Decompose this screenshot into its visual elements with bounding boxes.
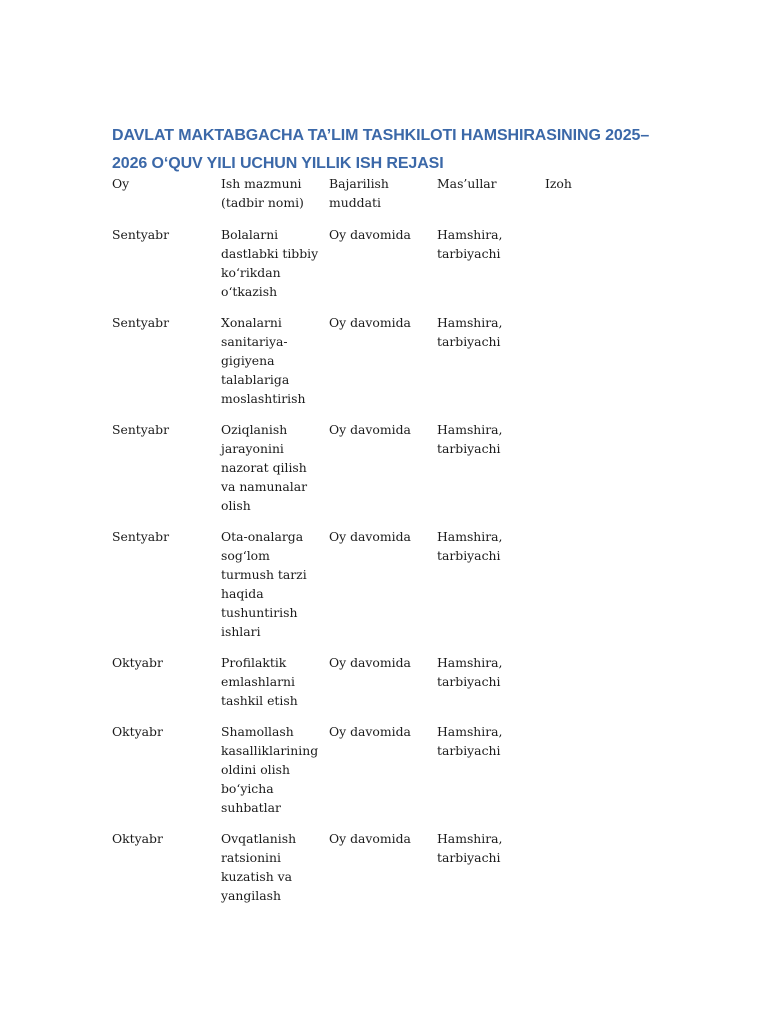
cell-ish-mazmuni: Ota-onalarga sog‘lom turmush tarzi haqida tushuntirish ishlari	[221, 529, 307, 639]
table-row	[112, 225, 672, 301]
cell-ish-mazmuni: Bolalarni dastlabki tibbiy ko‘rikdan o‘tkazish	[221, 227, 319, 299]
table-row	[112, 722, 672, 817]
cell-masullar: Hamshira, tarbiyachi	[437, 422, 503, 456]
work-plan-table	[112, 174, 672, 917]
document-title: DAVLAT MAKTABGACHA TA’LIM TASHKILOTI HAMSHIRASINING 2025–2026 O‘QUV YILI UCHUN YILLIK ISH REJASI	[112, 127, 650, 172]
cell-bajarilish-muddati: Oy davomida	[329, 655, 411, 670]
header-izoh: Izoh	[545, 176, 572, 191]
cell-masullar: Hamshira, tarbiyachi	[437, 227, 503, 261]
table-row	[112, 420, 672, 515]
cell-bajarilish-muddati: Oy davomida	[329, 831, 411, 846]
cell-bajarilish-muddati: Oy davomida	[329, 529, 411, 544]
cell-bajarilish-muddati: Oy davomida	[329, 724, 411, 739]
cell-ish-mazmuni: Oziqlanish jarayonini nazorat qilish va namunalar olish	[221, 422, 308, 513]
cell-oy: Sentyabr	[112, 422, 170, 437]
table-header-row	[112, 174, 672, 212]
table-row	[112, 653, 672, 710]
cell-oy: Oktyabr	[112, 831, 163, 846]
cell-masullar: Hamshira, tarbiyachi	[437, 831, 503, 865]
cell-bajarilish-muddati: Oy davomida	[329, 422, 411, 437]
header-masullar: Mas’ullar	[437, 176, 497, 191]
cell-bajarilish-muddati: Oy davomida	[329, 227, 411, 242]
cell-masullar: Hamshira, tarbiyachi	[437, 655, 503, 689]
cell-ish-mazmuni: Xonalarni sanitariya-gigiyena talablariga moslashtirish	[221, 315, 306, 406]
header-bajarilish-muddati: Bajarilish muddati	[329, 176, 389, 210]
cell-masullar: Hamshira, tarbiyachi	[437, 315, 503, 349]
cell-oy: Sentyabr	[112, 227, 170, 242]
table-row	[112, 527, 672, 641]
header-ish-mazmuni: Ish mazmuni (tadbir nomi)	[221, 176, 304, 210]
cell-masullar: Hamshira, tarbiyachi	[437, 724, 503, 758]
cell-bajarilish-muddati: Oy davomida	[329, 315, 411, 330]
cell-ish-mazmuni: Shamollash kasalliklarining oldini olish bo‘yicha suhbatlar	[221, 724, 319, 815]
cell-oy: Oktyabr	[112, 724, 163, 739]
cell-oy: Sentyabr	[112, 529, 170, 544]
cell-masullar: Hamshira, tarbiyachi	[437, 529, 503, 563]
cell-ish-mazmuni: Profilaktik emlashlarni tashkil etish	[221, 655, 298, 708]
table-row	[112, 829, 672, 905]
cell-ish-mazmuni: Ovqatlanish ratsionini kuzatish va yangilash	[221, 831, 297, 903]
cell-oy: Sentyabr	[112, 315, 170, 330]
cell-oy: Oktyabr	[112, 655, 163, 670]
header-oy: Oy	[112, 176, 130, 191]
table-row	[112, 313, 672, 408]
